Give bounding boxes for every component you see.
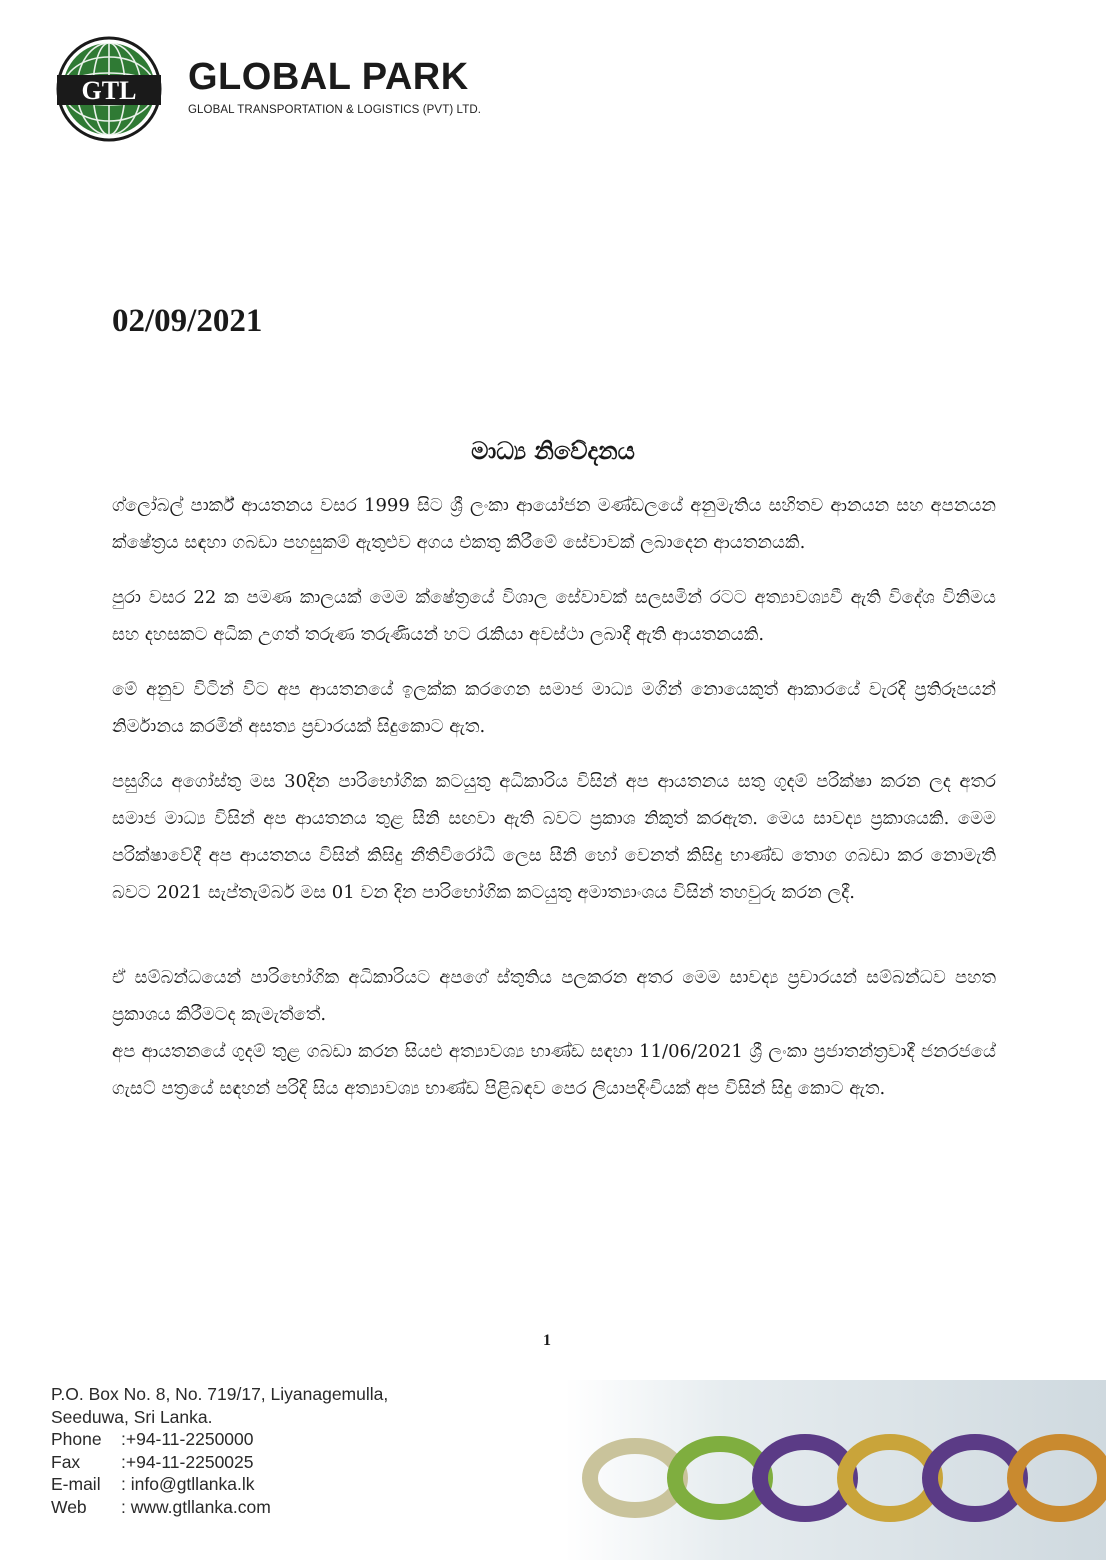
- contact-label: E-mail: [51, 1474, 101, 1494]
- paragraph-1: ග්ලෝබල් පාර්ක් ආයතනය වසර 1999 සිට ශ්‍රී ලංකා ආයෝජන මණ්ඩලයේ අනුමැතිය සහිතව ආනයන සහ අපනයන ක්ෂේත්‍රය සඳහා ගබඩා පහසුකම් ඇතුළුව අගය එකතු කිරීමේ සේවාවක් ලබාදෙන ආයතනයකි.: [112, 495, 996, 553]
- document-body: [112, 487, 996, 1125]
- address-line-2: Seeduwa, Sri Lanka.: [51, 1406, 213, 1427]
- paragraph-5: ඒ සම්බන්ධයෙන් පාරිභෝගික අධිකාරියට අපගේ ස්තුතිය පලකරන අතර මෙම සාවද්‍ය ප්‍රචාරයන් සම්බන්ධව පහත ප්‍රකාශය කිරීමටද කැමැත්තේ.: [112, 967, 996, 1025]
- contact-value: : www.gtllanka.com: [121, 1496, 271, 1517]
- paragraph-2: පුරා වසර 22 ක පමණ කාලයක් මෙම ක්ෂේත්‍රයේ විශාල සේවාවක් සලසමින් රටට අත්‍යාවශ්‍යවී ඇති විදේශ විනිමය සහ දහසකට අධික උගත් තරුණ තරුණියන් හට රැකියා අවස්ථා ලබාදී ඇති ආයතනයකි.: [112, 587, 996, 645]
- contact-label: Fax: [51, 1451, 81, 1472]
- contact-row-fax: [51, 1451, 388, 1474]
- brand-subtitle: GLOBAL TRANSPORTATION & LOGISTICS (PVT) LTD.: [188, 104, 482, 116]
- contact-value: :+94-11-2250000: [121, 1429, 254, 1449]
- brand-block: [188, 58, 481, 116]
- paragraph-3: මේ අනුව විටින් විට අප ආයතනයේ ඉලක්ක කරගෙන සමාජ මාධ්‍ය මගින් නොයෙකුත් ආකාරයේ වැරදි ප්‍රතිරූපයන් නිර්මානය කරමින් අසත්‍ය ප්‍රචාරයක් සිදුකොට ඇත.: [112, 679, 996, 737]
- footer-contact: [51, 1383, 388, 1518]
- contact-row-web: [51, 1496, 388, 1519]
- gtl-logo-globe-icon: [55, 35, 163, 143]
- paragraph-4: පසුගිය අගෝස්තු මස 30දින පාරිභෝගික කටයුතු අධිකාරිය විසින් අප ආයතනය සතු ගුදම් පරික්ෂා කරන ලද අතර සමාජ මාධ්‍ය විසින් අප ආයතනය තුළ සීනි සඟවා ඇති බවට ප්‍රකාශ නිකුත් කරඇත. මෙය සාවද්‍ය ප්‍රකාශයකි. මෙම පරික්ෂාවේදී අප ආයතනය විසින් කිසිදු නීතිවිරෝධී ලෙස සීනි හෝ වෙනත් කිසිදු භාණ්ඩ තොග ගබඩා කර නොමැති බවට 2021 සැප්තැම්බර් මස 01 වන දින පාරිභෝගික කටයුතු අමාත්‍යාංශය විසින් තහවුරු කරන ලදී.: [112, 771, 996, 903]
- address-line-1: P.O. Box No. 8, No. 719/17, Liyanagemulla,: [51, 1384, 389, 1404]
- contact-label: Phone: [51, 1429, 102, 1449]
- contact-value: :+94-11-2250025: [121, 1451, 254, 1472]
- page-number: 1: [543, 1332, 551, 1349]
- contact-label: Web: [51, 1496, 87, 1517]
- document-date: 02/09/2021: [112, 303, 263, 339]
- document-title: මාධ්‍ය නිවේදනය: [471, 436, 635, 465]
- chain-links-decoration-icon: [565, 1380, 1106, 1560]
- logo-text: GTL: [81, 76, 137, 105]
- brand-name: GLOBAL PARK: [188, 56, 469, 98]
- contact-row-phone: [51, 1428, 388, 1451]
- contact-value: : info@gtllanka.lk: [121, 1474, 255, 1494]
- paragraph-6: අප ආයතනයේ ගුදම් තුළ ගබඩා කරන සියළු අත්‍යාවශ්‍ය භාණ්ඩ සඳහා 11/06/2021 ශ්‍රී ලංකා ප්‍රජාතන්ත්‍රවාදී ජනරජයේ ගැසට් පත්‍රයේ සඳහන් පරිදි සිය අත්‍යාවශ්‍ය භාණ්ඩ පිළිබඳව පෙර ලියාපදිංචියක් අප විසින් සිදු කොට ඇත.: [112, 1041, 996, 1099]
- contact-row-email: [51, 1473, 388, 1496]
